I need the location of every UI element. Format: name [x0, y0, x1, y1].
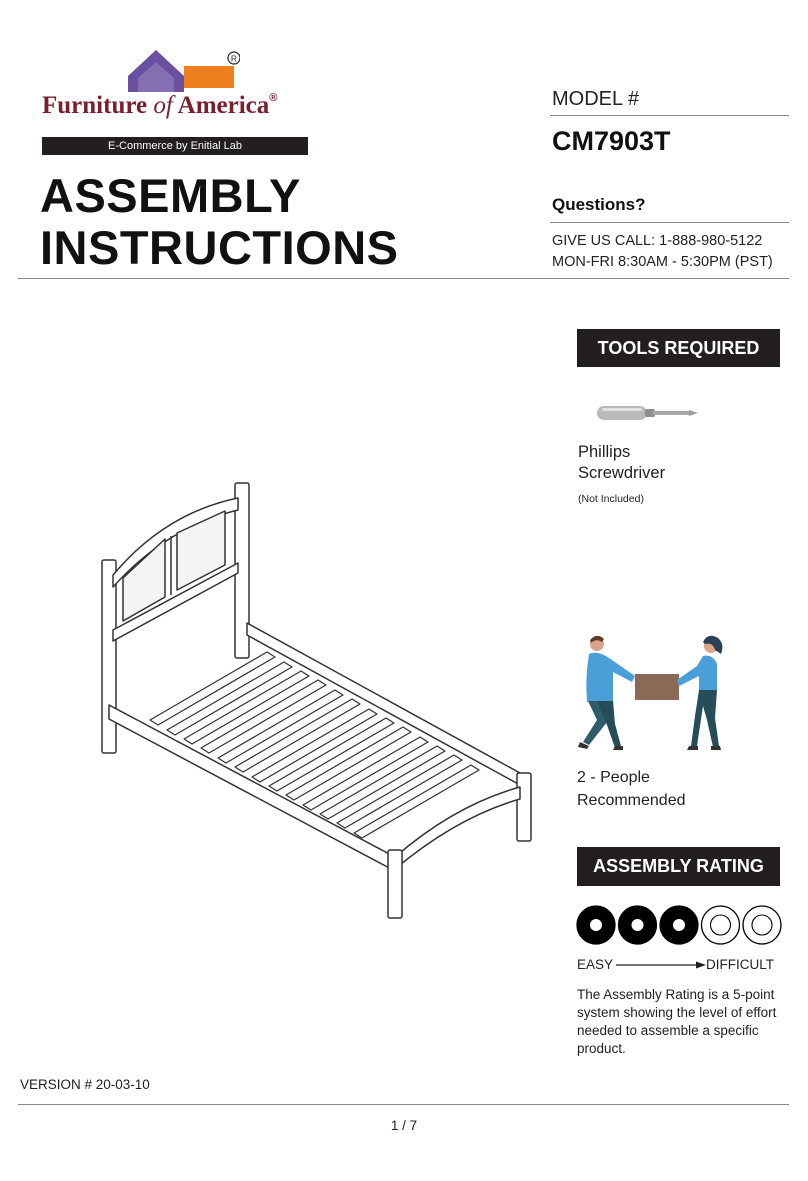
assembly-rating-dots — [576, 903, 782, 947]
version-number: VERSION # 20-03-10 — [20, 1077, 150, 1092]
model-label: MODEL # — [552, 88, 640, 110]
divider — [550, 115, 789, 116]
footer-divider — [18, 1104, 789, 1105]
hours-line: MON-FRI 8:30AM - 5:30PM (PST) — [552, 254, 773, 270]
house-logo-icon — [128, 48, 240, 96]
scale-easy-label: EASY — [577, 957, 614, 972]
twin-bed-illustration — [95, 475, 545, 925]
model-number: CM7903T — [552, 126, 671, 156]
assembly-rating-heading: ASSEMBLY RATING — [577, 847, 780, 886]
tools-required-heading: TOOLS REQUIRED — [577, 329, 780, 367]
rating-dot-filled — [619, 906, 657, 944]
questions-heading: Questions? — [552, 195, 646, 214]
registered-mark: ® — [269, 92, 278, 104]
rating-dot-empty — [743, 906, 781, 944]
title-line-1: ASSEMBLY — [40, 169, 301, 222]
scale-difficult-label: DIFFICULT — [706, 957, 774, 972]
two-people-carrying-icon — [575, 630, 735, 752]
tool-name: Phillips Screwdriver — [578, 443, 666, 482]
tool-note: (Not Included) — [578, 493, 644, 505]
rating-dot-filled — [660, 906, 698, 944]
rating-dot-empty — [702, 906, 740, 944]
people-recommended: 2 - People Recommended — [577, 769, 686, 809]
rating-dot-filled — [577, 906, 615, 944]
svg-text:R: R — [230, 53, 238, 64]
brand-tagline: E-Commerce by Enitial Lab — [42, 137, 308, 155]
screwdriver-icon — [596, 404, 700, 422]
header-divider — [18, 278, 789, 279]
arrow-right-icon — [616, 960, 707, 970]
brand-name: Furniture of America® — [42, 92, 278, 119]
title-line-2: INSTRUCTIONS — [40, 221, 399, 274]
page-number: 1 / 7 — [390, 1118, 418, 1133]
phone-line: GIVE US CALL: 1-888-980-5122 — [552, 233, 763, 249]
divider — [550, 222, 789, 223]
rating-description: The Assembly Rating is a 5-point system showing the level of effort needed to assemble a specific product. — [577, 987, 777, 1056]
